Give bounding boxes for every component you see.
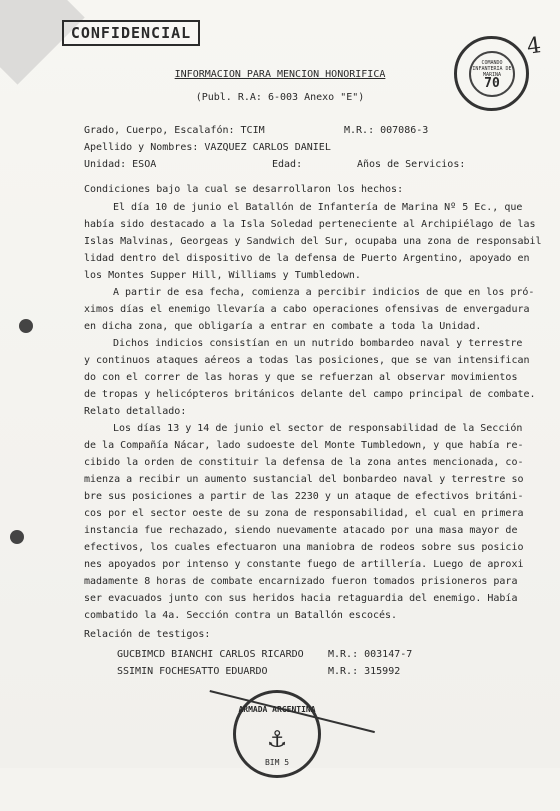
punch-hole [10,530,24,544]
witness-name: GUCBIMCD BIANCHI CARLOS RICARDO [117,649,304,660]
paragraph-line: instancia fue rechazado, siendo nuevamente atacado por una masa mayor de [84,525,518,536]
document-subtitle: (Publ. R.A: 6-003 Anexo "E") [195,92,365,103]
anios-field: Años de Servicios: [357,159,466,170]
paragraph-line: efectivos, los cuales efectuaron una maniobra de rodeos sobre sus posicio [84,542,524,553]
paragraph-line: de la Compañía Nácar, lado sudoeste del Monte Tumbledown, y que había re- [84,440,524,451]
paragraph-line: Los días 13 y 14 de junio el sector de responsabilidad de la Sección [113,423,523,434]
condiciones-heading: Condiciones bajo la cual se desarrollaron los hechos: [84,184,404,195]
paragraph-line: de tropas y helicópteros británicos delante del campo principal de combate. [84,389,536,400]
paragraph-line: Islas Malvinas, Georgeas y Sandwich del Sur, ocupaba una zona de responsabil [84,236,542,247]
anchor-icon: ⚓ [268,721,286,754]
paragraph-line: lidad dentro del dispositivo de la defensa de Puerto Argentino, apoyado en [84,253,530,264]
grado-field: Grado, Cuerpo, Escalafón: TCIM [84,125,265,136]
paragraph-line: ser evacuados junto con sus heridos hacia retaguardia del enemigo. Había [84,593,518,604]
paragraph-line: cos por el sector oeste de su zona de responsabilidad, el cual en primera [84,508,524,519]
paragraph-line: El día 10 de junio el Batallón de Infantería de Marina Nº 5 Ec., que [113,202,523,213]
paragraph-line: mienza a recibir un aumento sustancial del bonbardeo naval y terrestre so [84,474,524,485]
mr-field: M.R.: 007086-3 [344,125,429,136]
seal-bottom-text: BIM 5 [264,758,290,767]
paragraph-line: bre sus posiciones a partir de las 2230 y un ataque de efectivos británi- [84,491,524,502]
witness-mr: M.R.: 315992 [328,666,401,677]
confidential-stamp: CONFIDENCIAL [62,20,200,46]
paragraph-line: nes apoyados por intenso y constante fuego de artillería. Luego de aproxi [84,559,524,570]
paragraph-line: en dicha zona, que obligaría a entrar en combate a toda la Unidad. [84,321,482,332]
witness-mr: M.R.: 003147-7 [328,649,413,660]
unidad-field: Unidad: ESOA [84,159,157,170]
witness-name: SSIMIN FOCHESATTO EDUARDO [117,666,268,677]
apellido-field: Apellido y Nombres: VAZQUEZ CARLOS DANIEL [84,142,331,153]
paragraph-line: combatido la 4a. Sección contra un Batallón escocés. [84,610,398,621]
paragraph-line: había sido destacado a la Isla Soledad perteneciente al Archipiélago de las [84,219,536,230]
navy-seal [233,690,321,778]
paragraph-line: Dichos indicios consistían en un nutrido bombardeo naval y terrestre [113,338,523,349]
paragraph-line: madamente 8 horas de combate encarnizado fueron tomados prisioneros para [84,576,518,587]
relato-heading: Relato detallado: [84,406,187,417]
stamp-number: 70 [484,76,500,91]
seal-top-text: ARMADA ARGENTINA [238,705,316,714]
paragraph-line: cibido la orden de constituir la defensa de la zona antes mencionada, co- [84,457,524,468]
testigos-heading: Relación de testigos: [84,629,211,640]
paragraph-line: do con el correr de las horas y que se refuerzan al observar movimientos [84,372,518,383]
paragraph-line: ximos días el enemigo llevaría a cabo operaciones ofensivas de envergadura [84,304,530,315]
paragraph-line: A partir de esa fecha, comienza a percibir indicios de que en los pró- [113,287,535,298]
paragraph-line: los Montes Supper Hill, Williams y Tumbledown. [84,270,361,281]
handwritten-mark: 4 [525,33,543,60]
paragraph-line: y continuos ataques aéreos a todas las posiciones, que se van intensifican [84,355,530,366]
edad-field: Edad: [272,159,303,170]
document-title: INFORMACION PARA MENCION HONORIFICA [174,69,386,80]
punch-hole [19,319,33,333]
stamp-text: COMANDO INFANTERIA DE MARINA [472,60,512,78]
